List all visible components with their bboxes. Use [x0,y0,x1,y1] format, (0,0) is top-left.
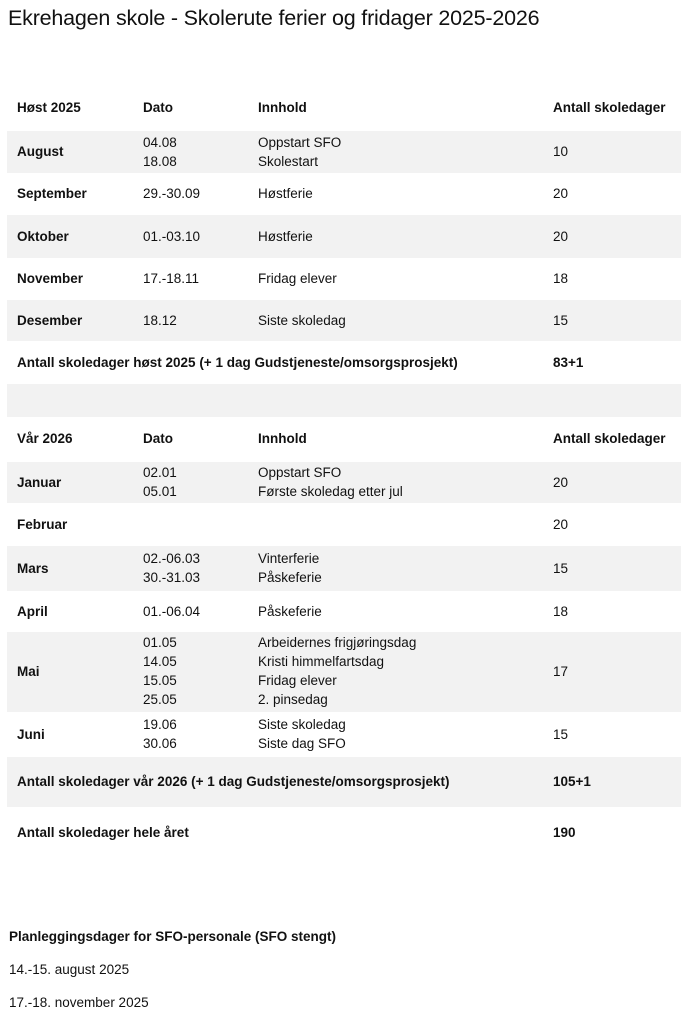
date-cell: 29.-30.09 [143,186,201,201]
table-row [7,258,681,300]
date-cell: 02.-06.03 [143,551,201,566]
header-period: Høst 2025 [17,100,81,115]
month-cell: November [17,271,84,286]
header-content: Innhold [258,431,307,446]
days-cell: 10 [553,144,569,159]
month-cell: September [17,186,87,201]
year-total-value: 190 [553,825,576,840]
year-total-label: Antall skoledager hele året [17,825,189,840]
days-cell: 15 [553,727,569,742]
date-cell: 04.08 [143,135,177,150]
page-title: Ekrehagen skole - Skolerute ferier og fridager 2025-2026 [8,6,540,30]
date-cell: 01.-06.04 [143,604,201,619]
content-cell: Arbeidernes frigjøringsdag [258,635,417,650]
table-row [7,546,681,591]
content-cell: Påskeferie [258,604,322,619]
days-cell: 15 [553,313,569,328]
date-cell: 01.05 [143,635,177,650]
spring-total-row [7,757,681,807]
header-days: Antall skoledager [553,100,666,115]
spring-total-value: 105+1 [553,774,591,789]
date-cell: 30.06 [143,736,177,751]
autumn-total-row [7,341,681,384]
spring-total-label: Antall skoledager vår 2026 (+ 1 dag Gudstjeneste/omsorgsprosjekt) [17,774,450,789]
days-cell: 17 [553,664,569,679]
table-row [7,131,681,173]
date-cell: 18.12 [143,313,177,328]
content-cell: Vinterferie [258,551,320,566]
content-cell: 2. pinsedag [258,692,328,707]
header-content: Innhold [258,100,307,115]
spacer-row [7,384,681,417]
content-cell: Oppstart SFO [258,465,342,480]
content-cell: Siste skoledag [258,717,346,732]
header-period: Vår 2026 [17,431,73,446]
content-cell: Høstferie [258,229,313,244]
content-cell: Fridag elever [258,673,337,688]
header-days: Antall skoledager [553,431,666,446]
days-cell: 18 [553,271,569,286]
days-cell: 20 [553,186,569,201]
content-cell: Siste dag SFO [258,736,346,751]
days-cell: 20 [553,229,569,244]
content-cell: Påskeferie [258,570,322,585]
content-cell: Første skoledag etter jul [258,484,403,499]
date-cell: 15.05 [143,673,177,688]
content-cell: Siste skoledag [258,313,346,328]
month-cell: Januar [17,475,62,490]
days-cell: 15 [553,561,569,576]
date-cell: 14.05 [143,654,177,669]
sfo-planning-item: 14.-15. august 2025 [9,962,130,977]
date-cell: 25.05 [143,692,177,707]
content-cell: Oppstart SFO [258,135,342,150]
sfo-planning-item: 17.-18. november 2025 [9,995,149,1010]
month-cell: Desember [17,313,83,328]
month-cell: Juni [17,727,45,742]
month-cell: Oktober [17,229,69,244]
header-date: Dato [143,431,173,446]
autumn-total-value: 83+1 [553,355,584,370]
content-cell: Fridag elever [258,271,337,286]
table-row [7,632,681,712]
month-cell: April [17,604,48,619]
content-cell: Kristi himmelfartsdag [258,654,385,669]
table-row [7,712,681,757]
days-cell: 20 [553,475,569,490]
header-date: Dato [143,100,173,115]
days-cell: 18 [553,604,569,619]
table-row [7,462,681,503]
date-cell: 05.01 [143,484,177,499]
month-cell: August [17,144,64,159]
days-cell: 20 [553,517,569,532]
month-cell: Februar [17,517,68,532]
date-cell: 01.-03.10 [143,229,201,244]
table-row [7,173,681,215]
year-total-row [7,807,681,859]
date-cell: 19.06 [143,717,177,732]
date-cell: 17.-18.11 [143,271,200,286]
table-row [7,300,681,341]
table-row [7,215,681,258]
spring-header-row [7,426,681,452]
autumn-header-row [7,96,681,120]
table-row [7,503,681,546]
table-row [7,591,681,632]
sfo-planning-title: Planleggingsdager for SFO-personale (SFO stengt) [9,929,337,944]
content-cell: Høstferie [258,186,313,201]
date-cell: 02.01 [143,465,177,480]
autumn-total-label: Antall skoledager høst 2025 (+ 1 dag Gudstjeneste/omsorgsprosjekt) [17,355,458,370]
content-cell: Skolestart [258,154,319,169]
date-cell: 30.-31.03 [143,570,201,585]
month-cell: Mars [17,561,49,576]
date-cell: 18.08 [143,154,177,169]
month-cell: Mai [17,664,40,679]
